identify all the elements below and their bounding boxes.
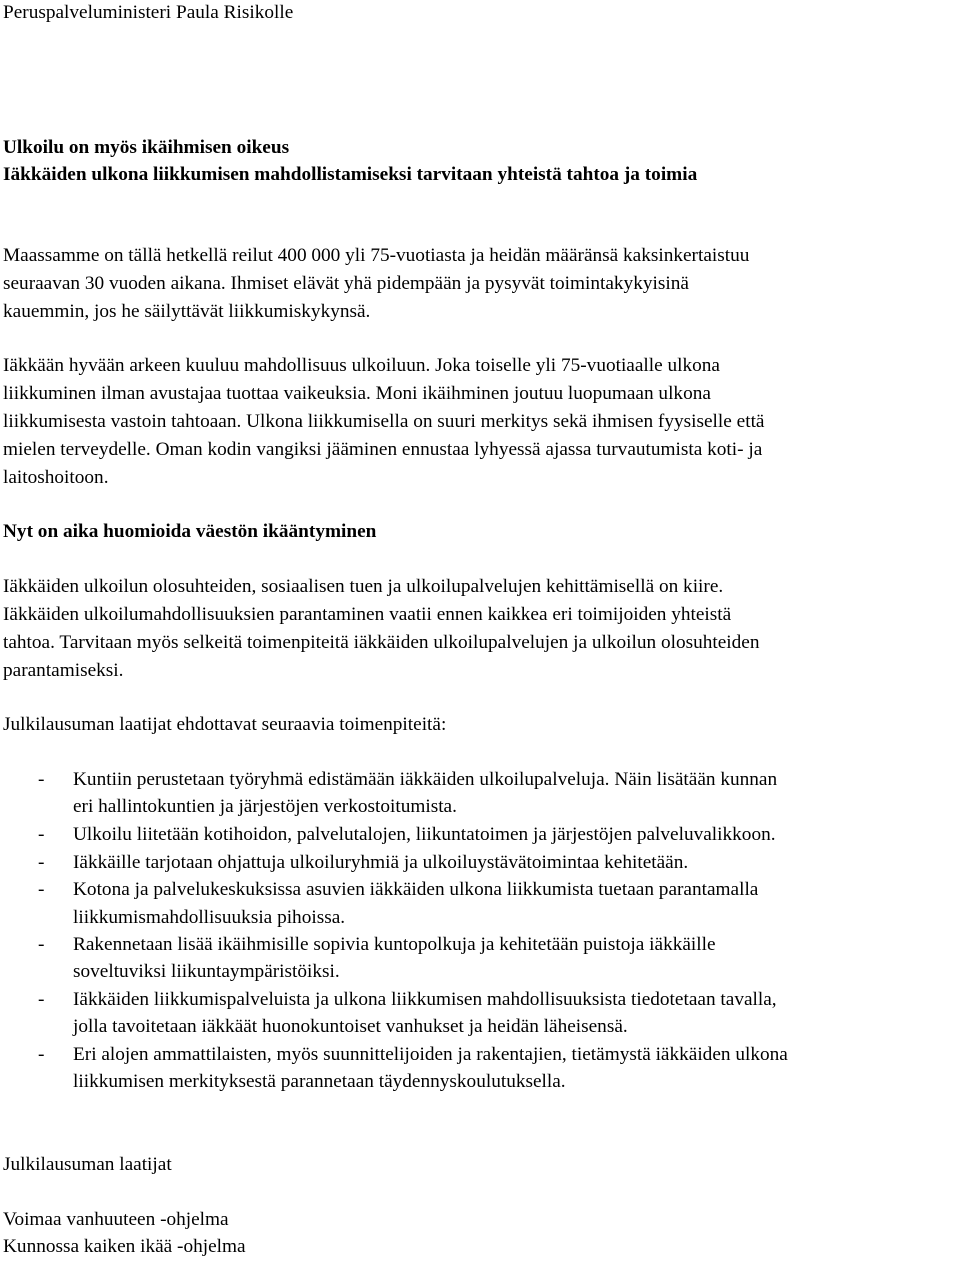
addressee-line: Peruspalveluministeri Paula Risikolle — [3, 2, 294, 23]
list-item-text: Eri alojen ammattilaisten, myös suunnittelijoiden ja rakentajien, tietämystä iäkkäiden ulkona — [73, 1044, 788, 1065]
list-item-text: Rakennetaan lisää ikäihmisille sopivia kuntopolkuja ja kehitetään puistoja iäkkäille — [73, 934, 716, 955]
bullet-dash: - — [38, 989, 45, 1010]
list-item-text: eri hallintokuntien ja järjestöjen verkostoitumista. — [73, 796, 457, 817]
paragraph-line: Iäkkäiden ulkoilumahdollisuuksien parantaminen vaatii ennen kaikkea eri toimijoiden yhteistä — [3, 604, 732, 625]
bullet-dash: - — [38, 824, 45, 845]
bullet-dash: - — [38, 852, 45, 873]
list-item-text: liikkumismahdollisuuksia pihoissa. — [73, 907, 346, 928]
signatory: Voimaa vanhuuteen -ohjelma — [3, 1209, 229, 1230]
list-item-text: Iäkkäille tarjotaan ohjattuja ulkoiluryhmiä ja ulkoiluystävätoimintaa kehitetään. — [73, 852, 689, 873]
list-item-text: Iäkkäiden liikkumispalveluista ja ulkona liikkumisen mahdollisuuksista tiedotetaan tavalla, — [73, 989, 777, 1010]
proposals-intro: Julkilausuman laatijat ehdottavat seuraavia toimenpiteitä: — [3, 714, 447, 735]
list-item-text: Ulkoilu liitetään kotihoidon, palvelutalojen, liikuntatoimen ja järjestöjen palveluvalikkoon. — [73, 824, 776, 845]
list-item-text: soveltuviksi liikuntaympäristöiksi. — [73, 961, 340, 982]
bullet-dash: - — [38, 1044, 45, 1065]
paragraph-line: Iäkkään hyvään arkeen kuuluu mahdollisuus ulkoiluun. Joka toiselle yli 75-vuotiaalle ulkona — [3, 355, 720, 376]
paragraph-line: mielen terveydelle. Oman kodin vangiksi jääminen ennustaa lyhyessä ajassa turvautumista koti- ja — [3, 439, 763, 460]
list-item-text: jolla tavoitetaan iäkkäät huonokuntoiset vanhukset ja heidän läheisensä. — [73, 1016, 628, 1037]
bullet-dash: - — [38, 769, 45, 790]
paragraph-line: laitoshoitoon. — [3, 467, 109, 488]
document-title: Ulkoilu on myös ikäihmisen oikeus — [3, 137, 290, 158]
paragraph-line: Maassamme on tällä hetkellä reilut 400 000 yli 75-vuotiasta ja heidän määränsä kaksinkertaistuu — [3, 245, 750, 266]
list-item-text: Kuntiin perustetaan työryhmä edistämään iäkkäiden ulkoilupalveluja. Näin lisätään kunnan — [73, 769, 778, 790]
bullet-dash: - — [38, 879, 45, 900]
paragraph-line: seuraavan 30 vuoden aikana. Ihmiset elävät yhä pidempään ja pysyvät toimintakykyisinä — [3, 273, 689, 294]
list-item-text: liikkumisen merkityksestä parannetaan täydennyskoulutuksella. — [73, 1071, 566, 1092]
paragraph-line: liikkumisesta vastoin tahtoaan. Ulkona liikkumisella on suuri merkitys sekä ihmisen fyysiselle että — [3, 411, 765, 432]
paragraph-line: liikkuminen ilman avustajaa tuottaa vaikeuksia. Moni ikäihminen joutuu luopumaan ulkona — [3, 383, 711, 404]
list-item-text: Kotona ja palvelukeskuksissa asuvien iäkkäiden ulkona liikkumista tuetaan parantamalla — [73, 879, 759, 900]
bullet-dash: - — [38, 934, 45, 955]
paragraph-line: tahtoa. Tarvitaan myös selkeitä toimenpiteitä iäkkäiden ulkoilupalvelujen ja ulkoilun olosuhteiden — [3, 632, 760, 653]
paragraph-line: parantamiseksi. — [3, 660, 124, 681]
signatory: Kunnossa kaiken ikää -ohjelma — [3, 1236, 246, 1257]
paragraph-line: Iäkkäiden ulkoilun olosuhteiden, sosiaalisen tuen ja ulkoilupalvelujen kehittämisellä on kiire. — [3, 576, 724, 597]
section-heading: Nyt on aika huomioida väestön ikääntyminen — [3, 521, 377, 542]
paragraph-line: kauemmin, jos he säilyttävät liikkumiskykynsä. — [3, 301, 371, 322]
document-subtitle: Iäkkäiden ulkona liikkumisen mahdollistamiseksi tarvitaan yhteistä tahtoa ja toimia — [3, 164, 698, 185]
signatories-heading: Julkilausuman laatijat — [3, 1154, 172, 1175]
